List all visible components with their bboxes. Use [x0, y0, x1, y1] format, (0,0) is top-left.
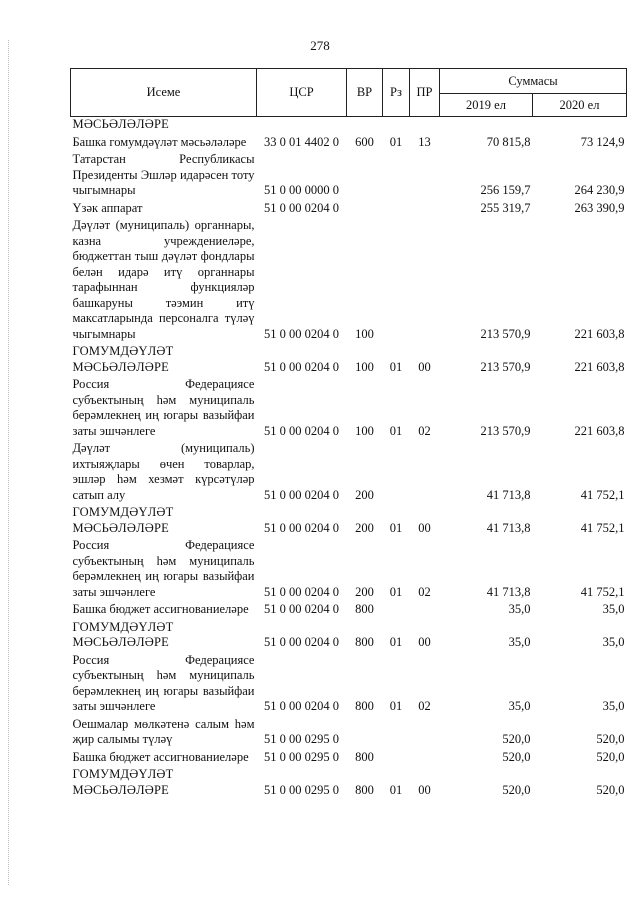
row-name: Башка бюджет ассигнованиеләре	[72, 749, 249, 764]
row-value-2019: 41 713,8	[486, 487, 531, 502]
row-name: МӘСЬӘЛӘЛӘРЕ	[72, 117, 169, 131]
row-value-2019: 41 713,8	[486, 520, 531, 535]
header-pr: ПР	[410, 69, 440, 117]
row-value-2019: 213 570,9	[480, 326, 531, 341]
row-pr	[410, 602, 440, 620]
table-row	[71, 441, 627, 505]
row-value-2020: 35,0	[602, 635, 625, 649]
row-pr: 02	[418, 699, 431, 713]
row-csr: 51 0 00 0295 0	[264, 749, 339, 764]
row-csr: 51 0 00 0000 0	[264, 183, 339, 197]
row-value-2019: 255 319,7	[480, 200, 531, 215]
row-csr: 51 0 00 0204 0	[264, 602, 339, 616]
row-rz	[383, 117, 410, 135]
row-csr	[257, 117, 347, 135]
row-rz: 01	[389, 520, 403, 535]
row-value-2019: 213 570,9	[480, 423, 531, 438]
row-rz: 01	[389, 584, 403, 599]
header-year-2020: 2020 ел	[533, 94, 627, 117]
table-row	[71, 218, 627, 344]
row-name: Дәүләт (муниципаль) ихтыяҗлары өчен товарлар, эшләр һәм хезмәт күрсәтүләр сатып алу	[72, 441, 255, 502]
row-value-2020: 41 752,1	[580, 487, 625, 502]
row-name: Башка гомумдәүләт мәсьәләләре	[72, 134, 247, 149]
row-rz	[383, 218, 410, 344]
row-vr: 100	[355, 423, 374, 438]
row-value-2019: 35,0	[508, 635, 531, 649]
header-csr: ЦСР	[257, 69, 347, 117]
row-name: Россия Федерациясе субъектының һәм муниципаль берәмлекнең иң югары вазыйфаи заты эшчәнлеге	[72, 377, 255, 438]
row-value-2019: 35,0	[508, 699, 531, 713]
row-value-2020: 221 603,8	[574, 326, 625, 341]
row-vr: 800	[355, 635, 374, 649]
header-vr: ВР	[347, 69, 383, 117]
row-rz: 01	[389, 635, 403, 649]
row-name: ГОМУМДӘҮЛӘТ МӘСЬӘЛӘЛӘРЕ	[72, 505, 174, 535]
table-row	[71, 653, 627, 717]
row-vr	[347, 201, 383, 219]
row-name: Дәүләт (муниципаль) органнары, казна учреждениеләре, бюджеттан тыш дәүләт фондлары белән идарә итү органнары тарафыннан функцияләр башкаруны тәэмин итү максатларында персоналга түләү чыгымнары	[72, 218, 255, 341]
row-pr: 00	[418, 635, 431, 649]
row-rz: 01	[389, 134, 403, 149]
row-value-2020: 35,0	[602, 699, 625, 713]
table-row	[71, 767, 627, 800]
row-value-2019: 213 570,9	[480, 359, 531, 374]
row-pr: 00	[418, 782, 431, 797]
row-vr: 100	[355, 326, 374, 341]
row-csr: 51 0 00 0204 0	[264, 487, 339, 502]
row-value-2020: 520,0	[596, 749, 625, 764]
row-vr: 200	[355, 487, 374, 502]
table-row	[71, 750, 627, 768]
row-value-2020: 221 603,8	[574, 423, 625, 438]
row-csr: 51 0 00 0204 0	[264, 200, 339, 215]
table-row	[71, 505, 627, 538]
row-vr: 800	[355, 602, 374, 616]
row-csr: 51 0 00 0204 0	[264, 520, 339, 535]
row-value-2020: 264 230,9	[574, 183, 625, 197]
row-name: ГОМУМДӘҮЛӘТ МӘСЬӘЛӘЛӘРЕ	[72, 344, 174, 374]
table-row	[71, 344, 627, 377]
row-pr	[410, 750, 440, 768]
row-csr: 51 0 00 0204 0	[264, 699, 339, 713]
row-value-2020: 41 752,1	[580, 584, 625, 599]
row-vr	[347, 117, 383, 135]
table-row	[71, 152, 627, 201]
row-value-2020: 221 603,8	[574, 359, 625, 374]
row-rz	[383, 152, 410, 201]
row-pr: 02	[418, 584, 431, 599]
row-value-2020: 263 390,9	[574, 200, 625, 215]
row-rz	[383, 441, 410, 505]
row-pr: 13	[418, 134, 431, 149]
row-rz	[383, 717, 410, 750]
header-name: Исеме	[71, 69, 257, 117]
row-pr	[410, 218, 440, 344]
row-vr: 200	[355, 520, 374, 535]
row-value-2019: 520,0	[502, 749, 531, 764]
row-value-2019: 70 815,8	[486, 134, 531, 149]
table-row	[71, 117, 627, 135]
row-vr: 800	[355, 699, 374, 713]
row-pr: 00	[418, 359, 431, 374]
row-csr: 33 0 01 4402 0	[264, 134, 339, 149]
row-vr: 200	[355, 584, 374, 599]
row-pr	[410, 441, 440, 505]
row-vr: 600	[355, 134, 374, 149]
row-rz: 01	[389, 699, 403, 713]
row-csr: 51 0 00 0204 0	[264, 635, 339, 649]
row-value-2019: 520,0	[502, 782, 531, 797]
row-csr: 51 0 00 0204 0	[264, 359, 339, 374]
table-row	[71, 201, 627, 219]
row-rz: 01	[389, 423, 403, 438]
row-name: Россия Федерациясе субъектының һәм муниципаль берәмлекнең иң югары вазыйфаи заты эшчәнлеге	[72, 652, 255, 713]
table-row	[71, 377, 627, 441]
table-row	[71, 620, 627, 653]
row-pr	[410, 717, 440, 750]
table-row	[71, 135, 627, 153]
row-name: Татарстан Республикасы Президенты Эшләр идарәсен тоту чыгымнары	[72, 152, 255, 197]
row-name: Башка бюджет ассигнованиеләре	[72, 602, 249, 616]
row-value-2019	[440, 117, 533, 135]
row-vr	[347, 717, 383, 750]
row-pr	[410, 117, 440, 135]
row-rz	[383, 750, 410, 768]
row-vr	[347, 152, 383, 201]
row-pr	[410, 152, 440, 201]
row-value-2020: 520,0	[596, 782, 625, 797]
row-value-2020: 520,0	[596, 732, 625, 746]
row-value-2019: 35,0	[508, 602, 531, 616]
row-pr: 00	[418, 520, 431, 535]
row-value-2019: 41 713,8	[486, 584, 531, 599]
row-pr	[410, 201, 440, 219]
row-value-2020: 35,0	[602, 602, 625, 616]
header-sums: Суммасы	[440, 69, 627, 94]
row-name: ГОМУМДӘҮЛӘТ МӘСЬӘЛӘЛӘРЕ	[72, 767, 174, 797]
table-row	[71, 717, 627, 750]
row-name: Россия Федерациясе субъектының һәм муниципаль берәмлекнең иң югары вазыйфаи заты эшчәнлеге	[72, 538, 255, 599]
row-vr: 800	[355, 749, 374, 764]
row-value-2020	[533, 117, 627, 135]
row-rz: 01	[389, 782, 403, 797]
row-value-2020: 41 752,1	[580, 520, 625, 535]
row-name: ГОМУМДӘҮЛӘТ МӘСЬӘЛӘЛӘРЕ	[72, 619, 174, 649]
row-csr: 51 0 00 0204 0	[264, 584, 339, 599]
table-row	[71, 602, 627, 620]
row-csr: 51 0 00 0295 0	[264, 732, 339, 746]
budget-table	[70, 68, 627, 800]
row-name: Оешмалар мөлкәтенә салым һәм җир салымы түләү	[72, 716, 255, 746]
row-vr: 100	[355, 359, 374, 374]
row-rz	[383, 201, 410, 219]
row-vr: 800	[355, 782, 374, 797]
row-rz: 01	[389, 359, 403, 374]
row-value-2019: 256 159,7	[480, 183, 531, 197]
row-value-2019: 520,0	[502, 732, 531, 746]
row-csr: 51 0 00 0295 0	[264, 782, 339, 797]
row-name: Үзәк аппарат	[72, 200, 143, 215]
row-csr: 51 0 00 0204 0	[264, 326, 339, 341]
header-year-2019: 2019 ел	[440, 94, 533, 117]
row-value-2020: 73 124,9	[580, 134, 625, 149]
margin-dots	[8, 40, 10, 885]
header-rz: Рз	[383, 69, 410, 117]
row-csr: 51 0 00 0204 0	[264, 423, 339, 438]
row-pr: 02	[418, 423, 431, 438]
row-rz	[383, 602, 410, 620]
table-row	[71, 538, 627, 602]
page-number: 278	[310, 38, 330, 53]
